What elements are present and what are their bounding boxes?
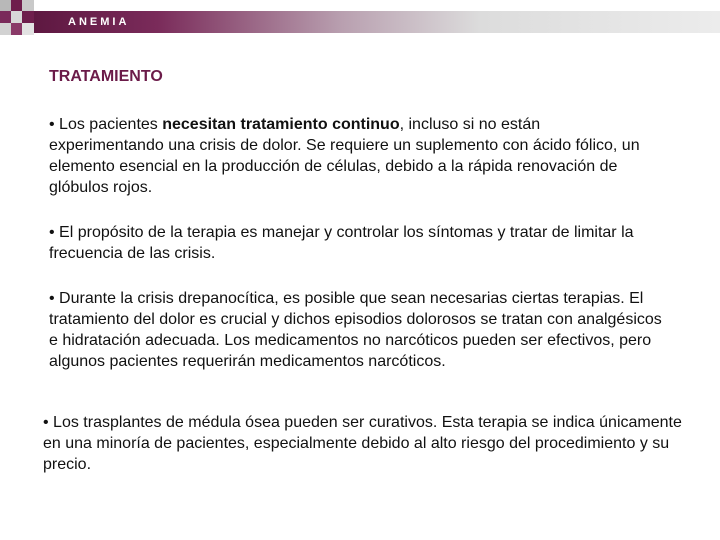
- square-decoration: [22, 23, 34, 35]
- square-decoration: [0, 0, 11, 11]
- slide-title: TRATAMIENTO: [49, 68, 163, 85]
- paragraph-lead: • Los pacientes: [49, 116, 163, 133]
- header-title: ANEMIA: [68, 16, 130, 28]
- square-decoration: [22, 0, 34, 11]
- paragraph-treatment-continuous: [49, 114, 659, 198]
- paragraph-bone-marrow-transplant: • Los trasplantes de médula ósea pueden ser curativos. Esta terapia se indica únicamente en una minoría de pacientes, especialmente debido al alto riesgo del procedimiento y su precio.: [43, 414, 682, 473]
- paragraph-therapy-purpose: • El propósito de la terapia es manejar y controlar los síntomas y tratar de limitar la frecuencia de las crisis.: [49, 224, 634, 262]
- paragraph-rest: , incluso si no están experimentando una crisis de dolor. Se requiere un suplemento con ácido fólico, un elemento esencial en la producción de células, debido a la rápida renovación de glóbulos rojos.: [49, 116, 640, 196]
- paragraph-crisis-treatment: • Durante la crisis drepanocítica, es posible que sean necesarias ciertas terapias. El tratamiento del dolor es crucial y dichos episodios dolorosos se tratan con analgésicos e hidratación adecuada. Los medicamentos no narcóticos pueden ser efectivos, pero algunos pacientes requerirán medicamentos narcóticos.: [49, 290, 662, 370]
- paragraph-bold-text: necesitan tratamiento continuo: [162, 116, 400, 133]
- square-decoration: [0, 11, 11, 23]
- square-decoration: [11, 11, 22, 23]
- square-decoration: [22, 11, 34, 23]
- square-decoration: [11, 0, 22, 11]
- square-decoration: [0, 23, 11, 35]
- square-decoration: [11, 23, 22, 35]
- header-bar: [34, 11, 720, 33]
